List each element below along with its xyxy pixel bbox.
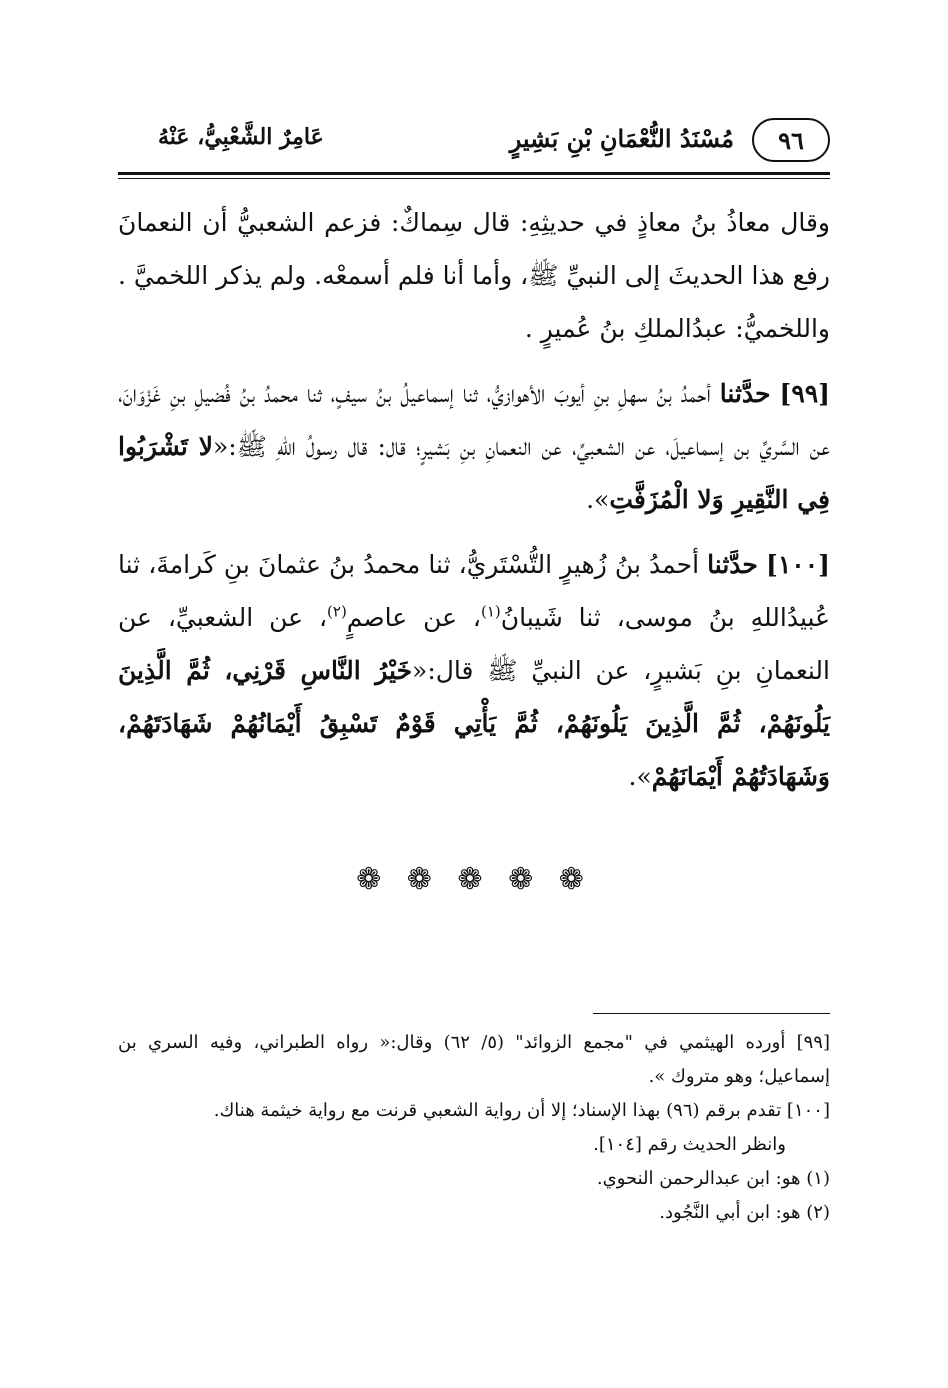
header-title: مُسْنَدُ النُّعْمَانِ بْنِ بَشِيرٍ bbox=[509, 124, 734, 153]
page-number-badge bbox=[752, 118, 830, 162]
hadith-99 bbox=[118, 367, 830, 526]
hadith-isnad: أحمدُ بنُ سهلِ بنِ أيوبَ الأهوازيُّ، ثنا إسماعيلُ بنُ سيفٍ، ثنا محمدُ بنُ فُضيلِ بنِ غَزْوَانَ، عن السَّريِّ بن إسماعيلَ، عن الشعبيِّ، عن النعمانِ بنِ بَشيرٍ؛ قال: قال رسولُ اللهِ ﷺ:« bbox=[118, 379, 830, 461]
paragraph-intro: وقال معاذُ بنُ معاذٍ في حديثِهِ: قال سِماكٌ: فزعم الشعبيُّ أن النعمانَ رفع هذا الحديثَ إلى النبيِّ ﷺ، وأما أنا فلم أسمعْه. ولم يذكر اللخميَّ . واللخميُّ: عبدُالملكِ بنُ عُميرٍ . bbox=[118, 208, 830, 343]
hadith-isnad-cont: ، عن عاصمٍ bbox=[346, 603, 481, 632]
footnote-100-cont: وانظر الحديث رقم [١٠٤]. bbox=[593, 1134, 786, 1155]
hadith-end: ». bbox=[586, 485, 610, 514]
footnotes bbox=[118, 1026, 830, 1230]
main-text bbox=[118, 196, 830, 815]
hadith-lead: حدَّثنا bbox=[719, 379, 771, 408]
hadith-number: [١٠٠] bbox=[766, 550, 830, 579]
hadith-end: ». bbox=[628, 762, 652, 791]
header-rule-thin bbox=[118, 178, 830, 179]
header-rule-thick bbox=[118, 172, 830, 175]
running-header bbox=[118, 118, 830, 166]
footnote-rule bbox=[593, 1013, 830, 1014]
page-number: ٩٦ bbox=[778, 125, 804, 155]
footnote-1: (١) هو: ابن عبدالرحمن النحوي. bbox=[596, 1168, 830, 1189]
hadith-isnad-cont2: ، عن الشعبيِّ، عن النعمانِ بنِ بَشيرٍ، عن النبيِّ ﷺ قال:« bbox=[118, 603, 830, 685]
header-narrator: عَامِرٌ الشَّعْبِيُّ، عَنْهُ bbox=[158, 124, 324, 150]
hadith-matn: خَيْرُ النَّاسِ قَرْنِي، ثُمَّ الَّذِينَ يَلُونَهُمْ، ثُمَّ الَّذِينَ يَلُونَهُمْ، ثُمَّ يَأْتِي قَوْمٌ تَسْبِقُ أَيْمَانُهُمْ شَهَادَتَهُمْ، وَشَهَادَتُهُمْ أَيْمَانَهُمْ bbox=[118, 656, 830, 791]
footnote-99: [٩٩] أورده الهيثمي في "مجمع الزوائد" (٥/ ٦٢) وقال:« رواه الطبراني، وفيه السري بن إسماعيل؛ وهو متروك ». bbox=[118, 1032, 830, 1087]
hadith-matn: لا تَشْرَبُوا فِي النَّقِيرِ وَلا الْمُزَفَّتِ bbox=[118, 432, 830, 514]
hadith-lead: حدَّثنا bbox=[707, 550, 758, 579]
hadith-100 bbox=[118, 538, 830, 803]
section-separator-ornament: ❁ ❁ ❁ ❁ ❁ bbox=[356, 862, 592, 897]
hadith-isnad: أحمدُ بنُ زُهيرٍ التُّسْتَريُّ، ثنا محمدُ بنُ عثمانَ بنِ كَرامةَ، ثنا عُبيدُاللهِ بنُ موسى، ثنا شَيبانُ bbox=[118, 550, 830, 632]
footnote-100: [١٠٠] تقدم برقم (٩٦) بهذا الإسناد؛ إلا أن رواية الشعبي قرنت مع رواية خيثمة هناك. bbox=[213, 1100, 830, 1121]
hadith-number: [٩٩] bbox=[779, 379, 831, 408]
footnote-ref-1[interactable]: (١) bbox=[481, 602, 501, 621]
footnote-2: (٢) هو: ابن أبي النَّجُود. bbox=[659, 1202, 830, 1223]
footnote-ref-2[interactable]: (٢) bbox=[327, 602, 347, 621]
